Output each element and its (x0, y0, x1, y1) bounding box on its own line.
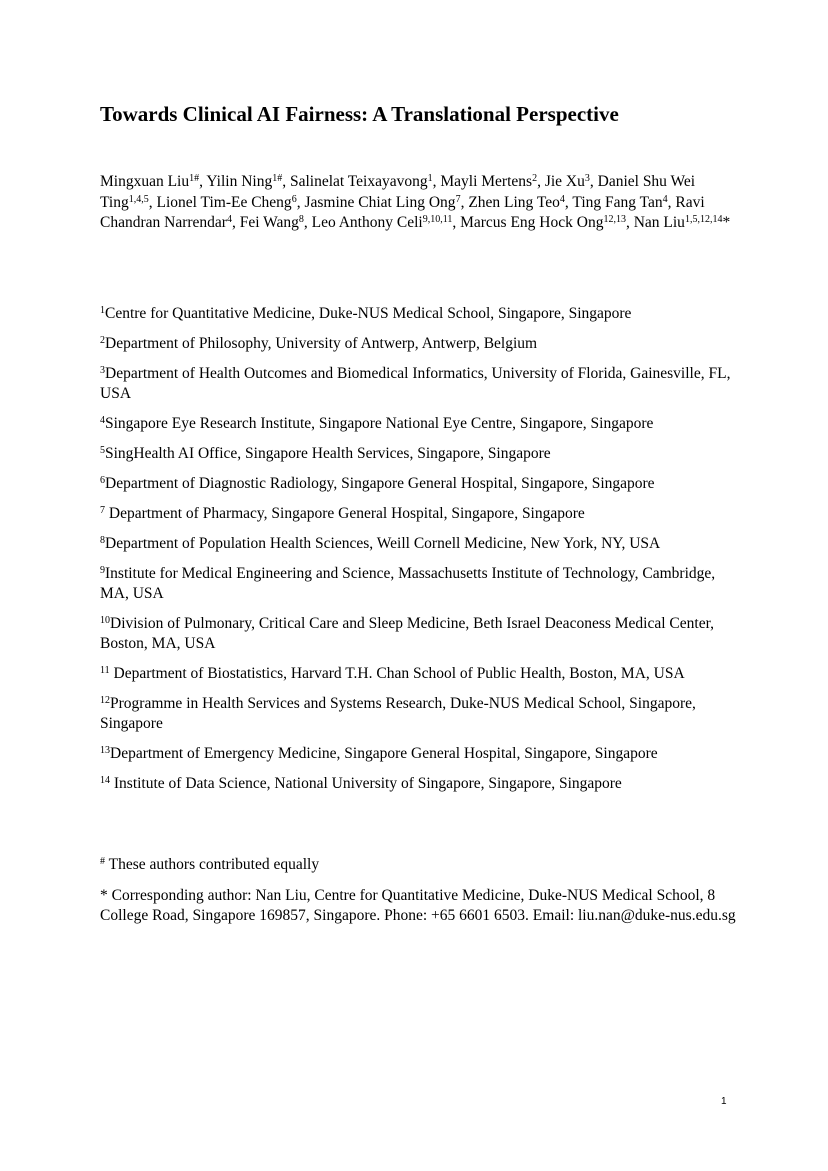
affiliation (100, 364, 740, 404)
affiliation (100, 304, 740, 324)
author-separator: , (296, 193, 305, 211)
affiliation-number: 13 (100, 745, 110, 756)
author (468, 194, 572, 211)
author-affiliation-marks: 1# (272, 173, 283, 184)
author (312, 214, 460, 231)
author-affiliation-marks: 4 (662, 193, 668, 205)
affiliation-number: 8 (100, 535, 105, 546)
author (545, 173, 598, 190)
affiliation-number: 1 (100, 305, 105, 316)
author-separator: , (432, 173, 441, 190)
author-name: Jie Xu (544, 173, 585, 190)
equal-contribution-note (100, 855, 740, 875)
affiliation-text: Institute for Medical Engineering and Science, Massachusetts Institute of Technology, Cambridge, MA, USA (100, 565, 716, 602)
affiliation-number: 9 (100, 565, 105, 576)
paper-title: Towards Clinical AI Fairness: A Translational Perspective (100, 102, 619, 126)
author-affiliation-marks: 1# (189, 173, 200, 184)
author (572, 194, 675, 211)
author-affiliation-marks: 1 (427, 173, 433, 184)
author-separator: , (199, 173, 207, 190)
author-separator: , (148, 193, 157, 211)
affiliation (100, 774, 740, 794)
author-affiliation-marks: 12,13 (603, 214, 626, 225)
author-affiliation-marks: 7 (455, 193, 461, 205)
affiliation-text: SingHealth AI Office, Singapore Health Services, Singapore, Singapore (105, 445, 551, 462)
author-name: Daniel Shu Wei Ting (100, 173, 696, 211)
affiliation (100, 744, 740, 764)
affiliation-text: Division of Pulmonary, Critical Care and Sleep Medicine, Beth Israel Deaconess Medical Center, Boston, MA, USA (100, 615, 714, 652)
author-separator: , (282, 173, 290, 190)
author-name: Salinelat Teixayavong (289, 173, 428, 190)
author-affiliation-marks: 4 (559, 193, 565, 205)
author-name: Ting Fang Tan (572, 193, 663, 211)
author (100, 173, 206, 190)
affiliation-number: 6 (100, 475, 105, 486)
author (156, 194, 304, 211)
corresponding-author-note: * Corresponding author: Nan Liu, Centre for Quantitative Medicine, Duke-NUS Medical School, 8 College Road, Singapore 169857, Singapore. Phone: +65 6601 6503. Email: liu.nan@duke-nus.edu.sg (100, 887, 736, 924)
affiliation (100, 564, 740, 604)
author-name: Fei Wang (239, 214, 299, 231)
affiliation-text: Centre for Quantitative Medicine, Duke-NUS Medical School, Singapore, Singapore (105, 305, 632, 322)
author-name: Lionel Tim-Ee Cheng (156, 193, 292, 211)
affiliation-text: Programme in Health Services and Systems Research, Duke-NUS Medical School, Singapore, Singapore (100, 695, 696, 732)
affiliation-text: Department of Pharmacy, Singapore General Hospital, Singapore, Singapore (105, 505, 585, 522)
page-number: 1 (721, 1096, 727, 1107)
author-affiliation-marks: 9,10,11 (422, 214, 453, 225)
affiliation (100, 474, 740, 494)
author-affiliation-marks: 2 (532, 173, 538, 184)
author (304, 194, 468, 211)
author-separator: , (625, 214, 634, 231)
affiliation-number: 12 (100, 695, 110, 706)
affiliation-text: Department of Health Outcomes and Biomedical Informatics, University of Florida, Gainesville, FL, USA (100, 365, 731, 402)
affiliation (100, 664, 740, 684)
equal-contribution-text: These authors contributed equally (105, 856, 320, 873)
author-name: Jasmine Chiat Ling Ong (304, 193, 456, 211)
author (206, 173, 290, 190)
affiliation (100, 444, 740, 464)
affiliation-text: Department of Emergency Medicine, Singapore General Hospital, Singapore, Singapore (110, 745, 658, 762)
author-affiliation-marks: 3 (584, 173, 590, 184)
author-name: Marcus Eng Hock Ong (460, 214, 604, 231)
author (460, 214, 634, 231)
author-name: Mayli Mertens (440, 173, 533, 190)
affiliation-number: 14 (100, 775, 110, 786)
author-name: Yilin Ning (206, 173, 273, 190)
affiliation (100, 504, 740, 524)
affiliation-number: 11 (100, 665, 110, 676)
affiliation (100, 614, 740, 654)
affiliation (100, 414, 740, 434)
author-name: Ravi Chandran Narrendar (100, 193, 705, 231)
author (440, 173, 544, 190)
author-name: Zhen Ling Teo (468, 193, 560, 211)
author-affiliation-marks: 1,4,5 (128, 193, 149, 205)
author-affiliation-marks: 1,5,12,14 (684, 214, 723, 225)
author-separator: , (460, 193, 469, 211)
author-name: Mingxuan Liu (100, 173, 190, 190)
affiliation-text: Department of Population Health Sciences, Weill Cornell Medicine, New York, NY, USA (105, 535, 661, 552)
author-separator: , (589, 173, 598, 190)
author-separator: , (303, 214, 312, 231)
affiliation-number: 10 (100, 615, 110, 626)
author-name: Leo Anthony Celi (311, 214, 423, 231)
affiliation-text: Department of Diagnostic Radiology, Singapore General Hospital, Singapore, Singapore (105, 475, 655, 492)
author-separator: , (537, 173, 545, 190)
affiliation-text: Department of Philosophy, University of Antwerp, Antwerp, Belgium (105, 335, 538, 352)
equal-contribution-mark: # (100, 856, 105, 867)
affiliation-number: 7 (100, 505, 105, 516)
affiliation-number: 2 (100, 335, 105, 346)
author-name: Nan Liu (633, 214, 685, 231)
author-list (100, 172, 740, 234)
affiliation (100, 534, 740, 554)
affiliation-text: Institute of Data Science, National University of Singapore, Singapore, Singapore (110, 775, 622, 792)
author-separator: * (722, 214, 731, 231)
author-affiliation-marks: 8 (298, 214, 304, 225)
author (290, 173, 440, 190)
author-separator: , (667, 193, 676, 211)
author (634, 214, 730, 231)
author-affiliation-marks: 6 (291, 193, 297, 205)
author-separator: , (452, 214, 461, 231)
affiliation-text: Department of Biostatistics, Harvard T.H. Chan School of Public Health, Boston, MA, USA (109, 665, 685, 682)
author-notes (100, 855, 740, 937)
affiliation (100, 694, 740, 734)
affiliation-list (100, 304, 740, 804)
affiliation-number: 3 (100, 365, 105, 376)
affiliation-number: 5 (100, 445, 105, 456)
author-separator: , (231, 214, 240, 231)
author-separator: , (564, 193, 573, 211)
affiliation-number: 4 (100, 415, 105, 426)
author-affiliation-marks: 4 (226, 214, 232, 225)
affiliation (100, 334, 740, 354)
author (240, 214, 312, 231)
affiliation-text: Singapore Eye Research Institute, Singapore National Eye Centre, Singapore, Singapore (105, 415, 654, 432)
